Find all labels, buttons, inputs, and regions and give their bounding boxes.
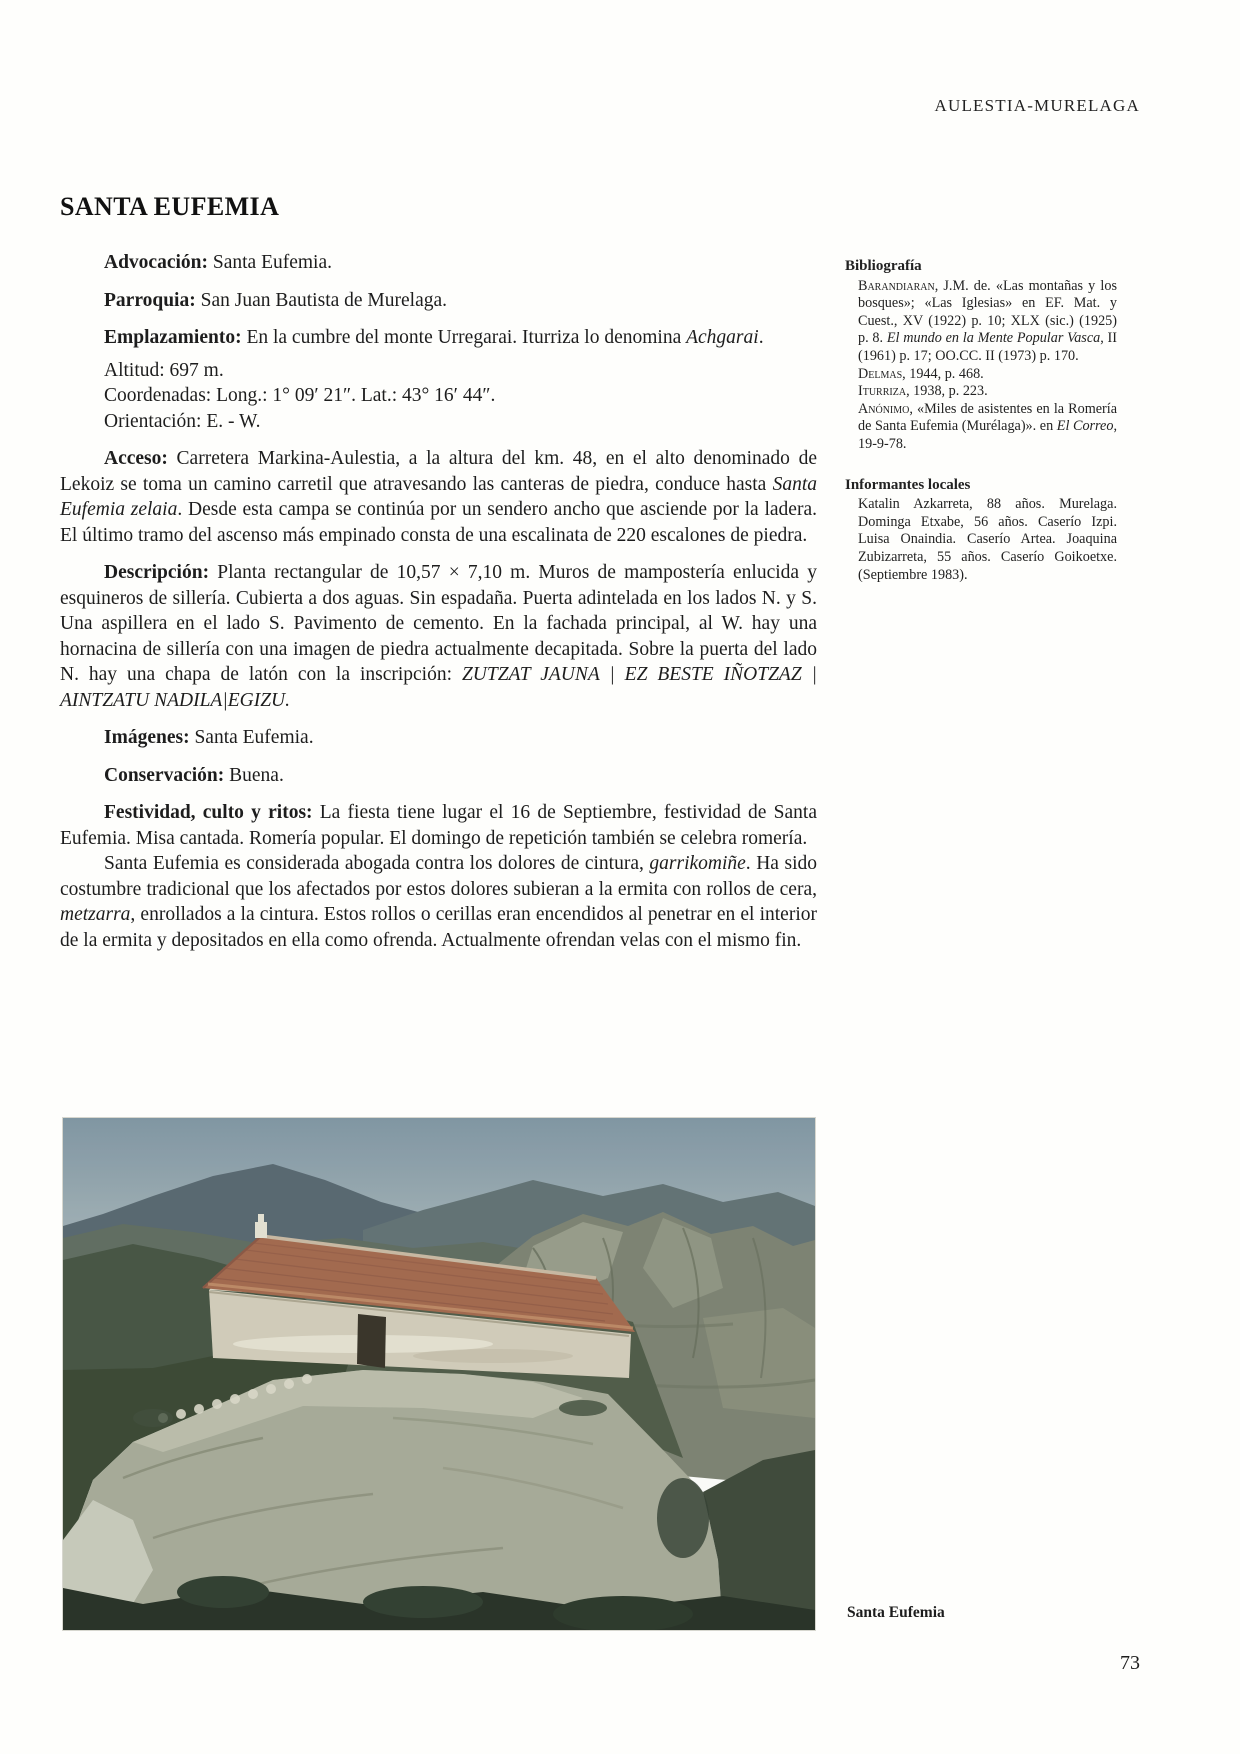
paragraph-advocacion: Advocación: Santa Eufemia. [104,252,332,273]
bibliography-entry: Anónimo, «Miles de asistentes en la Romería de Santa Eufemia (Murélaga)». en El Correo, 19-9-78. [858,400,1117,452]
altitude-line: Altitud: 697 m. [104,359,224,381]
page-number: 73 [1120,1652,1140,1674]
coordinates-line: Coordenadas: Long.: 1° 09′ 21″. Lat.: 43° 16′ 44″. [104,385,496,406]
photo-caption: Santa Eufemia [847,1604,945,1621]
paragraph-imagenes: Imágenes: Santa Eufemia. [104,727,314,748]
paragraph-parroquia: Parroquia: San Juan Bautista de Murelaga. [104,289,448,311]
paragraph-conservacion: Conservación: Buena. [104,764,284,786]
bibliography-entry: Delmas, 1944, p. 468. [858,365,984,382]
paragraph-descripcion: Descripción: Planta rectangular de 10,57 × 7,10 m. Muros de mampostería enlucida y esquineros de sillería. Cubierta a dos aguas. Sin espadaña. Puerta adintelada en los lados N. y S. Una aspillera en el lado S. Pavimento de cemento. En la fachada principal, al W. hay una hornacina de sillería con una imagen de piedra actualmente decapitada. Sobre la puerta del lado N. hay una chapa de latón con la inscripción: ZUTZAT JAUNA | EZ BESTE IÑOTZAZ | AINTZATU NADILA|EGIZU. [60,562,817,711]
bibliography-heading: Bibliografía [845,258,922,274]
informants-entry: Katalin Azkarreta, 88 años. Murelaga. Dominga Etxabe, 56 años. Caserío Izpi. Luisa Onaindia. Caserío Artea. Joaquina Zubizarreta, 55 años. Caserío Goikoetxe. (Septiembre 1983). [858,496,1117,583]
paragraph-acceso: Acceso: Carretera Markina-Aulestia, a la altura del km. 48, en el alto denominado de Lekoiz se toma un camino carretil que atravesando las canteras de piedra, conduce hasta Santa Eufemia zelaia. Desde esta campa se continúa por un sendero ancho que asciende por la ladera. El último tramo del ascenso más empinado consta de una escalinata de 220 escalones de piedra. [60,448,817,546]
technical-data-block [60,358,817,435]
orientation-line: Orientación: E. - W. [104,410,261,432]
bibliography-entry: Barandiaran, J.M. de. «Las montañas y los bosques»; «Las Iglesias» en EF. Mat. y Cuest., XV (1922) p. 10; XLX (sic.) (1925) p. 8. El mundo en la Mente Popular Vasca, II (1961) p. 17; OO.CC. II (1973) p. 170. [858,277,1117,364]
main-text-column [60,250,817,965]
bibliography-entry: Iturriza, 1938, p. 223. [858,383,988,400]
sidebar [845,258,1117,584]
informants-heading: Informantes locales [845,476,971,493]
photo-tone-overlay [63,1118,815,1630]
running-header: AULESTIA-MURELAGA [934,96,1140,115]
hermitage-photo-illustration [63,1118,815,1630]
paragraph-festividad: Festividad, culto y ritos: La fiesta tiene lugar el 16 de Septiembre, festividad de Santa Eufemia. Misa cantada. Romería popular. El domingo de repetición también se celebra romería. [60,802,817,849]
photo-santa-eufemia [63,1118,815,1630]
page-title: SANTA EUFEMIA [60,192,280,221]
paragraph-romeria: Santa Eufemia es considerada abogada contra los dolores de cintura, garrikomiñe. Ha sido costumbre tradicional que los afectados por estos dolores subieran a la ermita con rollos de cera, metzarra, enrollados a la cintura. Estos rollos o cerillas eran encendidos al penetrar en el interior de la ermita y depositados en ella como ofrenda. Actualmente ofrendan velas con el mismo fin. [60,853,817,951]
paragraph-emplazamiento: Emplazamiento: En la cumbre del monte Urregarai. Iturriza lo denomina Achgarai. [104,327,764,348]
